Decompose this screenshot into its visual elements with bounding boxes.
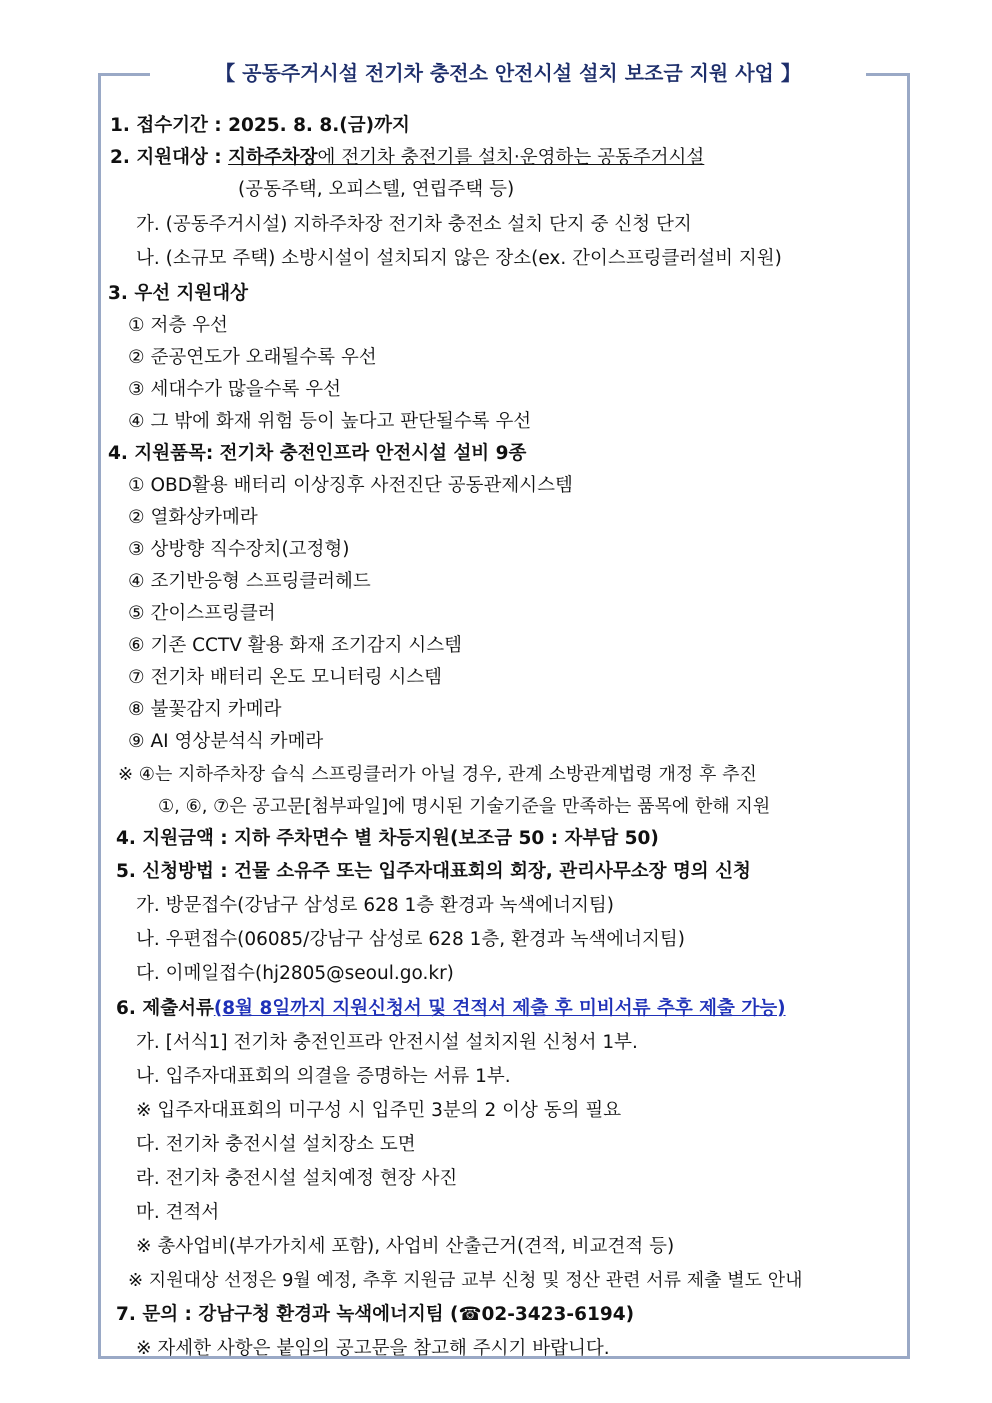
priority-item: ② 준공연도가 오래될수록 우선 — [128, 347, 377, 368]
method-item: 가. 방문접수(강남구 삼성로 628 1층 환경과 녹색에너지팀) — [136, 895, 614, 916]
reception-period: 1. 접수기간 : 2025. 8. 8.(금)까지 — [110, 115, 410, 136]
product-item: ⑥ 기존 CCTV 활용 화재 조기감지 시스템 — [128, 635, 462, 656]
docs-deadline-note: (8월 8일까지 지원신청서 및 견적서 제출 후 미비서류 추후 제출 가능) — [213, 998, 786, 1019]
docs-heading-line — [116, 994, 786, 1024]
method-item: 다. 이메일접수(hj2805@seoul.go.kr) — [136, 963, 454, 984]
product-item: ④ 조기반응형 스프링클러헤드 — [128, 571, 371, 592]
support-target-label: 2. 지원대상 : — [110, 147, 229, 168]
products-heading: 4. 지원품목: 전기차 충전인프라 안전시설 설비 9종 — [108, 443, 527, 464]
product-item: ⑧ 불꽃감지 카메라 — [128, 699, 282, 720]
product-item: ⑦ 전기차 배터리 온도 모니터링 시스템 — [128, 667, 443, 688]
page-title: 【 공동주거시설 전기차 충전소 안전시설 설치 보조금 지원 사업 】 — [150, 56, 866, 90]
doc-item: 라. 전기차 충전시설 설치예정 현장 사진 — [136, 1168, 458, 1189]
method-heading: 5. 신청방법 : 건물 소유주 또는 입주자대표회의 회장, 관리사무소장 명의 신청 — [116, 861, 751, 882]
doc-item: 나. 입주자대표회의 의결을 증명하는 서류 1부. — [136, 1066, 511, 1087]
product-item: ⑤ 간이스프링클러 — [128, 603, 276, 624]
doc-note: ※ 입주자대표회의 미구성 시 입주민 3분의 2 이상 동의 필요 — [136, 1100, 622, 1121]
support-target-rest: 에 전기차 충전기를 설치·운영하는 공동주거시설 — [317, 147, 705, 168]
support-target-na: 나. (소규모 주택) 소방시설이 설치되지 않은 장소(ex. 간이스프링클러설비 지원) — [136, 248, 782, 269]
method-item: 나. 우편접수(06085/강남구 삼성로 628 1층, 환경과 녹색에너지팀) — [136, 929, 685, 950]
selection-note: ※ 지원대상 선정은 9월 예정, 추후 지원금 교부 신청 및 정산 관련 서류 제출 별도 안내 — [128, 1270, 803, 1291]
product-item: ⑨ AI 영상분석식 카메라 — [128, 731, 324, 752]
priority-heading: 3. 우선 지원대상 — [108, 283, 249, 304]
support-amount: 4. 지원금액 : 지하 주차면수 별 차등지원(보조금 50 : 자부담 50) — [116, 828, 659, 849]
priority-item: ③ 세대수가 많을수록 우선 — [128, 379, 341, 400]
support-target-ga: 가. (공동주거시설) 지하주차장 전기차 충전소 설치 단지 중 신청 단지 — [136, 214, 692, 235]
products-note: ※ ④는 지하주차장 습식 스프링클러가 아닐 경우, 관계 소방관계법령 개정 후 추진 — [118, 764, 757, 785]
doc-item: 마. 견적서 — [136, 1202, 220, 1223]
support-target-key: 지하주차장 — [228, 147, 318, 168]
product-item: ① OBD활용 배터리 이상징후 사전진단 공동관제시스템 — [128, 475, 573, 496]
docs-heading: 6. 제출서류 — [116, 998, 214, 1019]
product-item: ③ 상방향 직수장치(고정형) — [128, 539, 350, 560]
contact-info: 7. 문의 : 강남구청 환경과 녹색에너지팀 (☎02-3423-6194) — [116, 1304, 635, 1325]
doc-item: 가. [서식1] 전기차 충전인프라 안전시설 설치지원 신청서 1부. — [136, 1032, 638, 1053]
closing-note: ※ 자세한 사항은 붙임의 공고문을 참고해 주시기 바랍니다. — [136, 1338, 610, 1359]
products-note: ①, ⑥, ⑦은 공고문[첨부파일]에 명시된 기술기준을 만족하는 품목에 한해 지원 — [158, 796, 771, 817]
product-item: ② 열화상카메라 — [128, 507, 258, 528]
support-target-sub: (공동주택, 오피스텔, 연립주택 등) — [238, 179, 515, 200]
priority-item: ① 저층 우선 — [128, 315, 228, 336]
support-target — [110, 143, 704, 173]
doc-item: 다. 전기차 충전시설 설치장소 도면 — [136, 1134, 416, 1155]
doc-note: ※ 총사업비(부가가치세 포함), 사업비 산출근거(견적, 비교견적 등) — [136, 1236, 675, 1257]
priority-item: ④ 그 밖에 화재 위험 등이 높다고 판단될수록 우선 — [128, 411, 532, 432]
